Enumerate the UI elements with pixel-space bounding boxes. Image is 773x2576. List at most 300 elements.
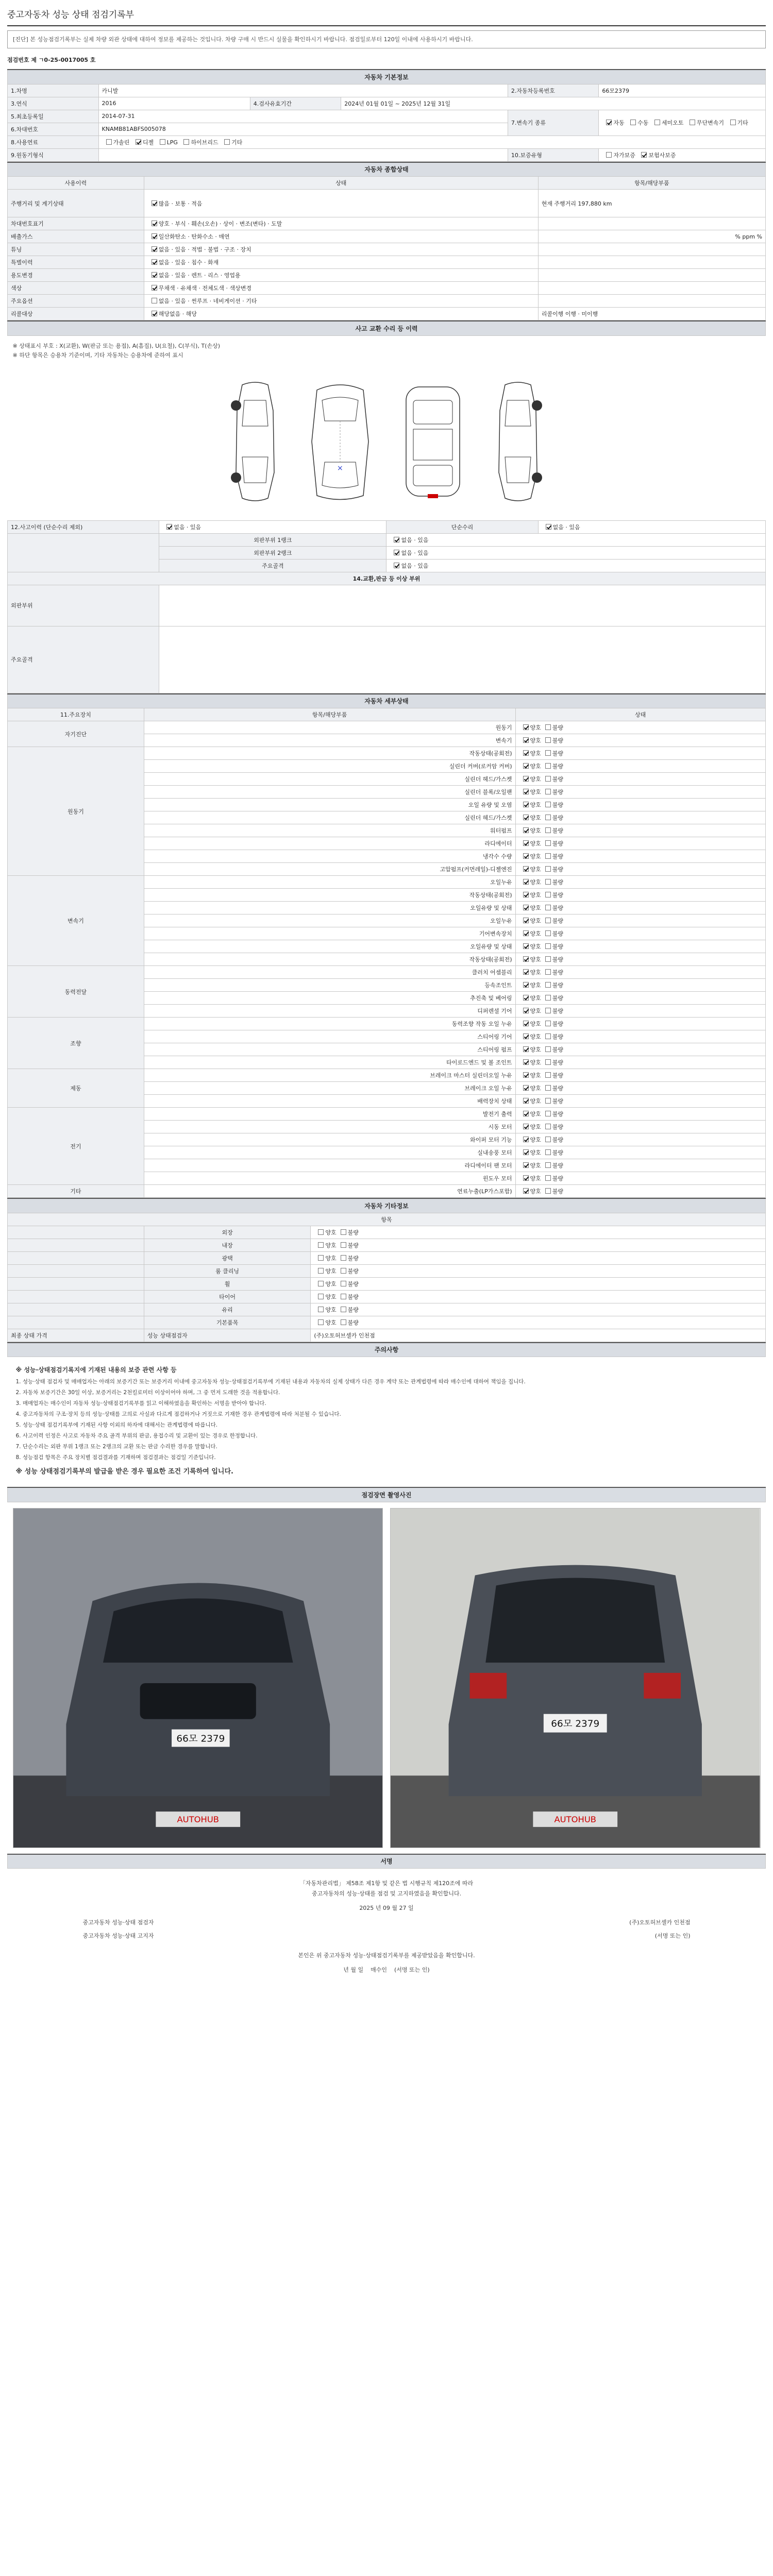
label-main-frame: 주요골격 — [8, 626, 159, 693]
checkbox-icon — [545, 827, 551, 833]
value-inspector: (주)오토허브셀카 인천점 — [311, 1329, 766, 1342]
checkbox-icon — [152, 200, 157, 206]
misc-row — [8, 1251, 766, 1264]
value-car-name: 카니발 — [98, 84, 508, 97]
checkbox-icon — [545, 866, 551, 872]
detail-item-label: 디퍼렌셜 기어 — [144, 1005, 515, 1018]
detail-item-label: 스티어링 기어 — [144, 1030, 515, 1043]
col-usage: 사용이력 — [8, 177, 144, 190]
section-notes: 주의사항 — [8, 1343, 766, 1357]
detail-item-state: 양호 불량 — [515, 1056, 765, 1069]
misc-item-state: 양호 불량 — [311, 1316, 766, 1329]
section-signature: 서명 — [8, 1854, 766, 1869]
row-label: 용도변경 — [8, 269, 144, 282]
checkbox-icon — [545, 1085, 551, 1091]
row-label: 특별이력 — [8, 256, 144, 269]
checkbox-icon — [545, 789, 551, 794]
detail-item-state: 양호 불량 — [515, 1030, 765, 1043]
detail-item-label: 워터펌프 — [144, 824, 515, 837]
signature-table — [7, 1854, 766, 1986]
misc-item-state: 양호 불량 — [311, 1264, 766, 1277]
checkbox-icon — [545, 892, 551, 897]
row-label: 주행거리 및 계기상태 — [8, 190, 144, 217]
checkbox-icon — [523, 1046, 529, 1052]
misc-item-state: 양호 불량 — [311, 1226, 766, 1239]
checkbox-icon — [523, 750, 529, 756]
value-year: 2016 — [98, 97, 250, 110]
checkbox-icon — [523, 1072, 529, 1078]
checkbox-icon — [523, 724, 529, 730]
detail-row — [8, 876, 766, 889]
checkbox-icon — [545, 815, 551, 820]
misc-item-label: 기본품목 — [144, 1316, 311, 1329]
checkbox-icon — [523, 853, 529, 859]
checkbox-icon — [545, 1072, 551, 1078]
misc-item-label: 내장 — [144, 1239, 311, 1251]
checkbox-icon — [545, 905, 551, 910]
checkbox-icon — [523, 943, 529, 949]
checkbox-icon — [341, 1255, 346, 1261]
checkbox-icon — [341, 1281, 346, 1286]
checkbox-icon — [545, 982, 551, 988]
checkbox-icon — [394, 537, 399, 543]
detail-group-label: 자기진단 — [8, 721, 144, 747]
detail-item-state: 양호 불량 — [515, 992, 765, 1005]
row-state: 없음 · 있음 · 썬루프 · 네비게이션 · 기타 — [144, 295, 538, 308]
misc-row — [8, 1316, 766, 1329]
checkbox-icon — [152, 246, 157, 252]
checkbox-icon — [318, 1319, 324, 1325]
row-label: 차대번호표기 — [8, 217, 144, 230]
detail-item-label: 원동기 — [144, 721, 515, 734]
label-price: 최종 상태 가격 — [8, 1329, 144, 1342]
checkbox-icon — [630, 120, 636, 125]
car-top-rear-icon — [397, 380, 469, 503]
detail-item-state: 양호 불량 — [515, 979, 765, 992]
checkbox-icon — [152, 233, 157, 239]
section-accident: 사고 교환 수리 등 이력 — [8, 321, 766, 335]
detail-row — [8, 747, 766, 760]
checkbox-icon — [523, 1175, 529, 1181]
detail-item-label: 작동상태(공회전) — [144, 953, 515, 966]
detail-group-label: 제동 — [8, 1069, 144, 1108]
detail-group-label: 원동기 — [8, 747, 144, 876]
checkbox-icon — [545, 1162, 551, 1168]
detail-item-label: 고압펌프(커먼레일)-디젤엔진 — [144, 863, 515, 876]
checkbox-icon — [523, 1162, 529, 1168]
detail-item-state: 양호 불량 — [515, 876, 765, 889]
misc-row — [8, 1264, 766, 1277]
misc-row — [8, 1290, 766, 1303]
checkbox-icon — [341, 1307, 346, 1312]
checkbox-icon — [523, 892, 529, 897]
detail-item-label: 기어변속장치 — [144, 927, 515, 940]
detail-item-state: 양호 불량 — [515, 1043, 765, 1056]
checkbox-icon — [545, 956, 551, 962]
warranty-options: 자가보증 보험사보증 — [599, 148, 766, 161]
detail-item-label: 윈도우 모터 — [144, 1172, 515, 1185]
detail-item-label: 시동 모터 — [144, 1121, 515, 1133]
misc-item-state: 양호 불량 — [311, 1303, 766, 1316]
detail-item-state: 양호 불량 — [515, 1172, 765, 1185]
detail-item-label: 와이퍼 모터 기능 — [144, 1133, 515, 1146]
checkbox-icon — [318, 1294, 324, 1299]
checkbox-icon — [545, 1046, 551, 1052]
row-label: 리콜대상 — [8, 308, 144, 320]
signature-block: 「자동차관리법」 제58조 제1항 및 같은 법 시행규칙 제120조에 따라 중고자동차의 성능·상태를 점검 및 고지하였음을 확인합니다. 2025 년 09 월 27 일 중고자동차 성능·상태 점검자 (주)오토허브셀카 인천점 중고자동차 성능·상태 고지자 (서명 또는 인) 본인은 위 중고자동차 성능·상태점검기록부를 제공받았음을 확인합니다. 년 월 일 매수인 (서명 또는 인) — [82, 1880, 691, 1973]
detail-row — [8, 1069, 766, 1082]
svg-text:×: × — [337, 464, 343, 472]
checkbox-icon — [341, 1229, 346, 1235]
label-year: 3.연식 — [8, 97, 99, 110]
checkbox-icon — [394, 563, 399, 568]
checkbox-icon — [523, 1149, 529, 1155]
car-top-front-icon — [304, 380, 376, 503]
checkbox-icon — [545, 1033, 551, 1039]
checkbox-icon — [545, 802, 551, 807]
row-state: 무채색 · 유채색 · 전체도색 · 색상변경 — [144, 282, 538, 295]
detail-item-state: 양호 불량 — [515, 953, 765, 966]
section-photos: 점검장면 촬영사진 — [8, 1487, 766, 1502]
legend: ※ 상태표시 부호 : X(교환), W(판금 또는 용접), A(흠집), U(요철), C(부식), T(손상) ※ 하단 항목은 승용차 기준이며, 기타 자동차는 승용차에 준하여 표시 — [12, 342, 221, 359]
checkbox-icon — [523, 1021, 529, 1026]
detail-group-label: 조향 — [8, 1018, 144, 1069]
detail-item-state: 양호 불량 — [515, 811, 765, 824]
overall-state-table — [7, 162, 766, 321]
detail-item-label: 변속기 — [144, 734, 515, 747]
checkbox-icon — [523, 918, 529, 923]
detail-item-label: 작동상태(공회전) — [144, 889, 515, 902]
checkbox-icon — [546, 524, 551, 530]
detail-item-label: 추진축 및 베어링 — [144, 992, 515, 1005]
detail-row — [8, 966, 766, 979]
checkbox-icon — [183, 139, 189, 145]
checkbox-icon — [545, 1098, 551, 1104]
checkbox-icon — [523, 1098, 529, 1104]
label-accident: 12.사고이력 (단순수리 제외) — [8, 520, 159, 533]
row-state: 일산화탄소 · 탄화수소 · 매연 — [144, 230, 538, 243]
checkbox-icon — [545, 918, 551, 923]
detail-item-label: 오일유량 및 상태 — [144, 902, 515, 914]
row-state: 없음 · 있음 · 렌트 · 리스 · 영업용 — [144, 269, 538, 282]
label-plate: 2.자동차등록번호 — [508, 84, 599, 97]
checkbox-icon — [318, 1229, 324, 1235]
checkbox-icon — [136, 139, 141, 145]
detail-item-state: 양호 불량 — [515, 1133, 765, 1146]
misc-rows — [8, 1226, 766, 1329]
row-state: 많음 · 보통 · 적음 — [144, 190, 538, 217]
detail-item-state: 양호 불량 — [515, 1082, 765, 1095]
row-state: 없음 · 있음 · 적법 · 불법 · 구조 · 장치 — [144, 243, 538, 256]
detail-item-label: 오일 유량 및 오염 — [144, 799, 515, 811]
detail-item-state: 양호 불량 — [515, 773, 765, 786]
checkbox-icon — [545, 853, 551, 859]
detail-item-state: 양호 불량 — [515, 966, 765, 979]
detail-item-label: 실린더 헤드/가스켓 — [144, 773, 515, 786]
detail-item-label: 클러치 어셈블리 — [144, 966, 515, 979]
detail-item-label: 발전기 출력 — [144, 1108, 515, 1121]
checkbox-icon — [545, 995, 551, 1001]
checkbox-icon — [318, 1268, 324, 1274]
value-vin: KNAMB81ABFS005078 — [98, 123, 508, 135]
misc-item-label: 외장 — [144, 1226, 311, 1239]
detail-item-state: 양호 불량 — [515, 1095, 765, 1108]
transmission-options: 자동 수동 세미오토 무단변속기 기타 — [599, 110, 766, 135]
checkbox-icon — [523, 1059, 529, 1065]
checkbox-icon — [690, 120, 695, 125]
section-detail: 자동차 세부상태 — [8, 694, 766, 708]
checkbox-icon — [152, 285, 157, 291]
accident-history-table — [7, 320, 766, 520]
checkbox-icon — [341, 1294, 346, 1299]
detail-item-state: 양호 불량 — [515, 1121, 765, 1133]
detail-group-label: 전기 — [8, 1108, 144, 1185]
checkbox-icon — [523, 982, 529, 988]
detail-item-state: 양호 불량 — [515, 914, 765, 927]
detail-group-label: 변속기 — [8, 876, 144, 966]
checkbox-icon — [730, 120, 736, 125]
misc-item-label: 광택 — [144, 1251, 311, 1264]
checkbox-icon — [523, 840, 529, 846]
checkbox-icon — [523, 956, 529, 962]
row-label: 배출가스 — [8, 230, 144, 243]
checkbox-icon — [545, 776, 551, 782]
detail-item-label: 냉각수 수량 — [144, 850, 515, 863]
row-label: 튜닝 — [8, 243, 144, 256]
row-note: % ppm % — [538, 230, 765, 243]
checkbox-icon — [523, 930, 529, 936]
detail-item-label: 실린더 블록/오일팬 — [144, 786, 515, 799]
checkbox-icon — [523, 969, 529, 975]
misc-item-state: 양호 불량 — [311, 1251, 766, 1264]
checkbox-icon — [523, 1033, 529, 1039]
notes-list: ※ 성능·상태점검기록지에 기재된 내용의 보증 관련 사항 등 1. 성능·상태 점검자 및 매매업자는 아래의 보증기간 또는 보증거리 이내에 중고자동차 성능·상태점검기록부에 기재된 내용과 자동차의 실제 상태가 다른 경우 계약 또는 관계법령에 따라 매수인에 대하여 책임을 집니다. 2. 자동차 보증기간은 30일 이상, 보증거리는 2천킬로미터 이상이어야 하며, 그 중 먼저 도래한 것을 적용합니다. 3. 매매업자는 매수인이 자동차 성능·상태점검기록부를 읽고 이해하였음을 확인하는 서명을 받아야 합니다. 4. 중고자동차의 구조·장치 등의 성능·상태를 고의로 사실과 다르게 점검하거나 거짓으로 기재한 경우 관계법령에 따라 처분될 수 있습니다. 5. 성능·상태 점검기록부에 기재된 사항 이외의 하자에 대해서는 관계법령에 따릅니다. 6. 사고이력 인정은 사고로 자동차 주요 골격 부위의 판금, 용접수리 및 교환이 있는 경우로 한정합니다. 7. 단순수리는 외판 부위 1랭크 또는 2랭크의 교환 또는 판금 수리한 경우를 말합니다. 8. 성능점검 항목은 주요 장치별 점검결과를 기재하며 점검결과는 점검일 기준입니다. ※ 성능 상태점검기록부의 발급을 받은 경우 필요한 조건 기록하여 입니다. — [15, 1366, 526, 1476]
misc-row — [8, 1303, 766, 1316]
checkbox-icon — [523, 995, 529, 1001]
checkbox-icon — [523, 776, 529, 782]
checkbox-icon — [606, 152, 612, 158]
checkbox-icon — [523, 905, 529, 910]
detail-item-label: 연료누출(LP가스포함) — [144, 1185, 515, 1198]
value-first-registration: 2014-07-31 — [98, 110, 508, 123]
row-note: 현재 주행거리 197,880 km — [538, 190, 765, 217]
label-inspection-period: 4.검사유효기간 — [250, 97, 341, 110]
parts-title: 14.교환,판금 등 이상 부위 — [8, 572, 766, 585]
row-label: 색상 — [8, 282, 144, 295]
detail-item-state: 양호 불량 — [515, 786, 765, 799]
detail-group-label: 기타 — [8, 1185, 144, 1198]
detail-item-state: 양호 불량 — [515, 1005, 765, 1018]
checkbox-icon — [341, 1242, 346, 1248]
detail-item-label: 배력장치 상태 — [144, 1095, 515, 1108]
checkbox-icon — [318, 1242, 324, 1248]
detail-item-label: 라디에이터 — [144, 837, 515, 850]
car-front-photo — [13, 1508, 383, 1848]
car-body-diagram — [11, 364, 763, 519]
label-first-registration: 5.최초등록일 — [8, 110, 99, 123]
checkbox-icon — [545, 1137, 551, 1142]
photos-table — [7, 1487, 766, 1854]
checkbox-icon — [545, 879, 551, 885]
checkbox-icon — [152, 298, 157, 303]
misc-item-label: 휠 — [144, 1277, 311, 1290]
checkbox-icon — [523, 1188, 529, 1194]
detail-item-label: 브레이크 마스터 실린더오일 누유 — [144, 1069, 515, 1082]
misc-item-label: 룸 클리닝 — [144, 1264, 311, 1277]
checkbox-icon — [523, 1085, 529, 1091]
car-rear-photo — [390, 1508, 761, 1848]
value-inspection-period: 2024년 01월 01일 ~ 2025년 12월 31일 — [341, 97, 766, 110]
checkbox-icon — [545, 1021, 551, 1026]
detail-group-label: 동력전달 — [8, 966, 144, 1018]
label-engine-type: 9.원동기형식 — [8, 148, 99, 161]
detail-row — [8, 1108, 766, 1121]
checkbox-icon — [341, 1319, 346, 1325]
label-outer-rank1: 외판부위 1랭크 — [159, 533, 386, 546]
value-engine-type — [98, 148, 508, 161]
misc-row — [8, 1226, 766, 1239]
detail-item-label: 실내송풍 모터 — [144, 1146, 515, 1159]
checkbox-icon — [523, 815, 529, 820]
checkbox-icon — [545, 1175, 551, 1181]
detail-item-label: 스티어링 펌프 — [144, 1043, 515, 1056]
label-car-name: 1.차명 — [8, 84, 99, 97]
checkbox-icon — [545, 969, 551, 975]
detail-item-state: 양호 불량 — [515, 760, 765, 773]
detail-rows — [8, 721, 766, 1198]
section-basic: 자동차 기본정보 — [8, 70, 766, 84]
detail-item-state: 양호 불량 — [515, 747, 765, 760]
detail-item-state: 양호 불량 — [515, 837, 765, 850]
checkbox-icon — [523, 1111, 529, 1116]
checkbox-icon — [152, 272, 157, 278]
detail-row — [8, 721, 766, 734]
detail-item-state: 양호 불량 — [515, 889, 765, 902]
label-transmission: 7.변속기 종류 — [508, 110, 599, 135]
checkbox-icon — [318, 1307, 324, 1312]
row-state: 없음 · 있음 · 침수 · 화재 — [144, 256, 538, 269]
section-misc: 자동차 기타정보 — [8, 1198, 766, 1213]
accident-summary-table: 12.사고이력 (단순수리 제외) 없음 · 있음 단순수리 없음 · 있음 외판부위 1랭크 없음 · 있음 외판부위 2랭크 없음 · 있음 주요골격 없음 · 있음 14.교환,판금 등 이상 부위 외판부위 주요골격 — [7, 520, 766, 693]
row-state: 해당없음 · 해당 — [144, 308, 538, 320]
misc-item-state: 양호 불량 — [311, 1290, 766, 1303]
checkbox-icon — [545, 763, 551, 769]
checkbox-icon — [523, 879, 529, 885]
misc-item-label: 유리 — [144, 1303, 311, 1316]
svg-text:AUTOHUB: AUTOHUB — [176, 1814, 219, 1824]
detail-state-table: 자동차 세부상태 11.주요장치 항목/해당부품 상태 자기진단 원동기 양호 불량 변속기 양호 불량 원동기 작동상태(공회전) 양호 불량 실린더 커버(로커암 커버) 양호 불량 실린더 헤드/가스켓 양호 불량 실린더 블록/오일팬 양호 불량 오일 유량 및 오염 양호 불량 실린더 헤드/가스켓 양호 불량 워터펌프 양호 불량 라디에이터 양호 불량 냉각수 수량 양호 불량 고압펌프(커먼레일)-디젤엔진 양호 불량 변속기 오일누유 양호 불량 작동상태(공회전) 양호 불량 오일유량 및 상태 양호 불량 오일누유 양호 불량 기어변속장치 양호 불량 오일유량 및 상태 양호 불량 작동상태(공회전) 양호 불량 동력전달 클러치 어셈블리 양호 불량 등속조인트 양호 불량 추진축 및 베어링 양호 불량 디퍼렌셜 기어 양호 불량 조향 동력조향 작동 오일 누유 양호 불량 스티어링 기어 양호 불량 스티어링 펌프 양호 불량 타이로드엔드 및 볼 조인트 양호 불량 제동 브레이크 마스터 실린더오일 누유 양호 불량 브레이크 오일 누유 양호 불량 배력장치 상태 양호 불량 전기 발전기 출력 양호 불량 시동 모터 양호 불량 와이퍼 모터 기능 양호 불량 실내송풍 모터 양호 불량 라디에이터 팬 모터 양호 불량 윈도우 모터 양호 불량 기타 연료누출(LP가스포함) 양호 불량 — [7, 693, 766, 1198]
detail-item-state: 양호 불량 — [515, 863, 765, 876]
section-overall: 자동차 종합상태 — [8, 162, 766, 177]
misc-item-state: 양호 불량 — [311, 1239, 766, 1251]
detail-item-state: 양호 불량 — [515, 1185, 765, 1198]
detail-item-label: 라디에이터 팬 모터 — [144, 1159, 515, 1172]
checkbox-icon — [545, 1111, 551, 1116]
checkbox-icon — [523, 866, 529, 872]
detail-item-state: 양호 불량 — [515, 927, 765, 940]
svg-text:66모 2379: 66모 2379 — [551, 1718, 600, 1730]
checkbox-icon — [341, 1268, 346, 1274]
misc-info-table: 자동차 기타정보 항목 외장 양호 불량 내장 양호 불량 광택 양호 불량 룸 클리닝 양호 불량 휠 양호 불량 타이어 양호 불량 유리 양호 불량 기본품목 양호 불량 최종 상태 가격 성능 상태점검자 (주)오토허브셀카 인천점 — [7, 1198, 766, 1342]
checkbox-icon — [523, 1137, 529, 1142]
detail-item-state: 양호 불량 — [515, 1108, 765, 1121]
checkbox-icon — [545, 750, 551, 756]
col-state: 상태 — [144, 177, 538, 190]
checkbox-icon — [523, 763, 529, 769]
detail-item-state: 양호 불량 — [515, 902, 765, 914]
label-outer-rank2: 외판부위 2랭크 — [159, 546, 386, 559]
detail-item-state: 양호 불량 — [515, 850, 765, 863]
checkbox-icon — [545, 943, 551, 949]
document-title: 중고자동차 성능 상태 점검기록부 — [7, 0, 766, 26]
checkbox-icon — [545, 724, 551, 730]
checkbox-icon — [224, 139, 230, 145]
checkbox-icon — [318, 1255, 324, 1261]
notice-box: [진단] 본 성능점검기록부는 실제 차량 외관 상태에 대하여 정보를 제공하는 것입니다. 차량 구매 시 반드시 실물을 확인하시기 바랍니다. 점검일로부터 120일 이내에 사용하시기 바랍니다. — [7, 30, 766, 48]
checkbox-icon — [166, 524, 172, 530]
misc-item-label: 타이어 — [144, 1290, 311, 1303]
car-side-right-icon — [490, 380, 546, 503]
label-warranty: 10.보증유형 — [508, 148, 599, 161]
detail-item-state: 양호 불량 — [515, 1069, 765, 1082]
checkbox-icon — [545, 1059, 551, 1065]
svg-text:66모 2379: 66모 2379 — [176, 1733, 225, 1744]
col-parts: 항목/해당부품 — [538, 177, 765, 190]
detail-item-state: 양호 불량 — [515, 721, 765, 734]
label-simple-repair: 단순수리 — [386, 520, 538, 533]
row-state: 양호 · 부식 · 훼손(오손) · 상이 · 변조(변타) · 도말 — [144, 217, 538, 230]
detail-item-label: 등속조인트 — [144, 979, 515, 992]
label-vin: 6.차대번호 — [8, 123, 99, 135]
detail-item-state: 양호 불량 — [515, 734, 765, 747]
detail-item-state: 양호 불량 — [515, 824, 765, 837]
detail-row — [8, 1018, 766, 1030]
detail-item-state: 양호 불량 — [515, 1018, 765, 1030]
detail-item-label: 작동상태(공회전) — [144, 747, 515, 760]
checkbox-icon — [318, 1281, 324, 1286]
checkbox-icon — [654, 120, 660, 125]
fuel-options: 가솔린 디젤 LPG 하이브리드 기타 — [98, 135, 765, 148]
row-label: 주요옵션 — [8, 295, 144, 308]
detail-item-label: 동력조향 작동 오일 누유 — [144, 1018, 515, 1030]
label-fuel: 8.사용연료 — [8, 135, 99, 148]
misc-row — [8, 1277, 766, 1290]
checkbox-icon — [523, 737, 529, 743]
checkbox-icon — [106, 139, 112, 145]
checkbox-icon — [545, 1149, 551, 1155]
checkbox-icon — [160, 139, 165, 145]
detail-item-state: 양호 불량 — [515, 1146, 765, 1159]
checkbox-icon — [523, 1124, 529, 1129]
checkbox-icon — [545, 930, 551, 936]
checkbox-icon — [545, 840, 551, 846]
checkbox-icon — [523, 827, 529, 833]
checkbox-icon — [545, 1124, 551, 1129]
value-plate: 66모2379 — [599, 84, 766, 97]
detail-item-state: 양호 불량 — [515, 799, 765, 811]
check-number: 점검번호 제 ㄱ0-25-0017005 호 — [7, 57, 96, 63]
checkbox-icon — [545, 1188, 551, 1194]
checkbox-icon — [523, 1008, 529, 1013]
checkbox-icon — [523, 789, 529, 794]
detail-item-label: 브레이크 오일 누유 — [144, 1082, 515, 1095]
row-note: 리콜이행 이행 · 미이행 — [538, 308, 765, 320]
detail-item-label: 타이로드엔드 및 볼 조인트 — [144, 1056, 515, 1069]
label-exterior: 외판부위 — [8, 585, 159, 626]
detail-row — [8, 1185, 766, 1198]
checkbox-icon — [394, 550, 399, 555]
detail-item-label: 실린더 커버(로커암 커버) — [144, 760, 515, 773]
